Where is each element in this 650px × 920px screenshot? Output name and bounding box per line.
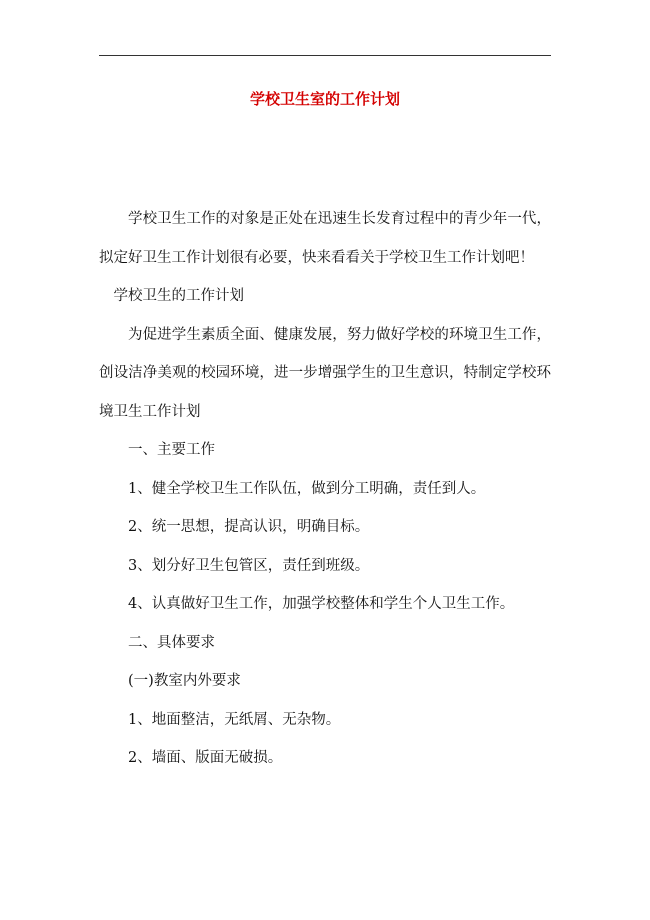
list-item: 2、墙面、版面无破损。 [128, 750, 283, 766]
intro-paragraph: 学校卫生工作的对象是正处在迅速生长发育过程中的青少年一代，拟定好卫生工作计划很有必要，快来看看关于学校卫生工作计划吧！ [99, 211, 551, 266]
body-paragraph: 为促进学生素质全面、健康发展，努力做好学校的环境卫生工作，创设洁净美观的校园环境，进一步增强学生的卫生意识，特制定学校环境卫生工作计划 [99, 326, 551, 420]
list-item: 1、健全学校卫生工作队伍，做到分工明确，责任到人。 [128, 480, 486, 497]
header-rule [99, 55, 551, 56]
sub-heading: (一)教室内外要求 [128, 673, 241, 689]
document-body [99, 200, 551, 778]
document-title: 学校卫生室的工作计划 [249, 90, 400, 108]
list-item: 2、统一思想，提高认识，明确目标。 [128, 519, 370, 535]
list-item: 4、认真做好卫生工作，加强学校整体和学生个人卫生工作。 [128, 596, 515, 612]
list-item: 1、地面整洁，无纸屑、无杂物。 [128, 711, 341, 728]
list-heading: 一、主要工作 [128, 442, 215, 458]
list-item: 3、划分好卫生包管区，责任到班级。 [128, 557, 370, 574]
list-heading: 二、具体要求 [128, 634, 215, 651]
section-heading: 学校卫生的工作计划 [113, 288, 244, 304]
